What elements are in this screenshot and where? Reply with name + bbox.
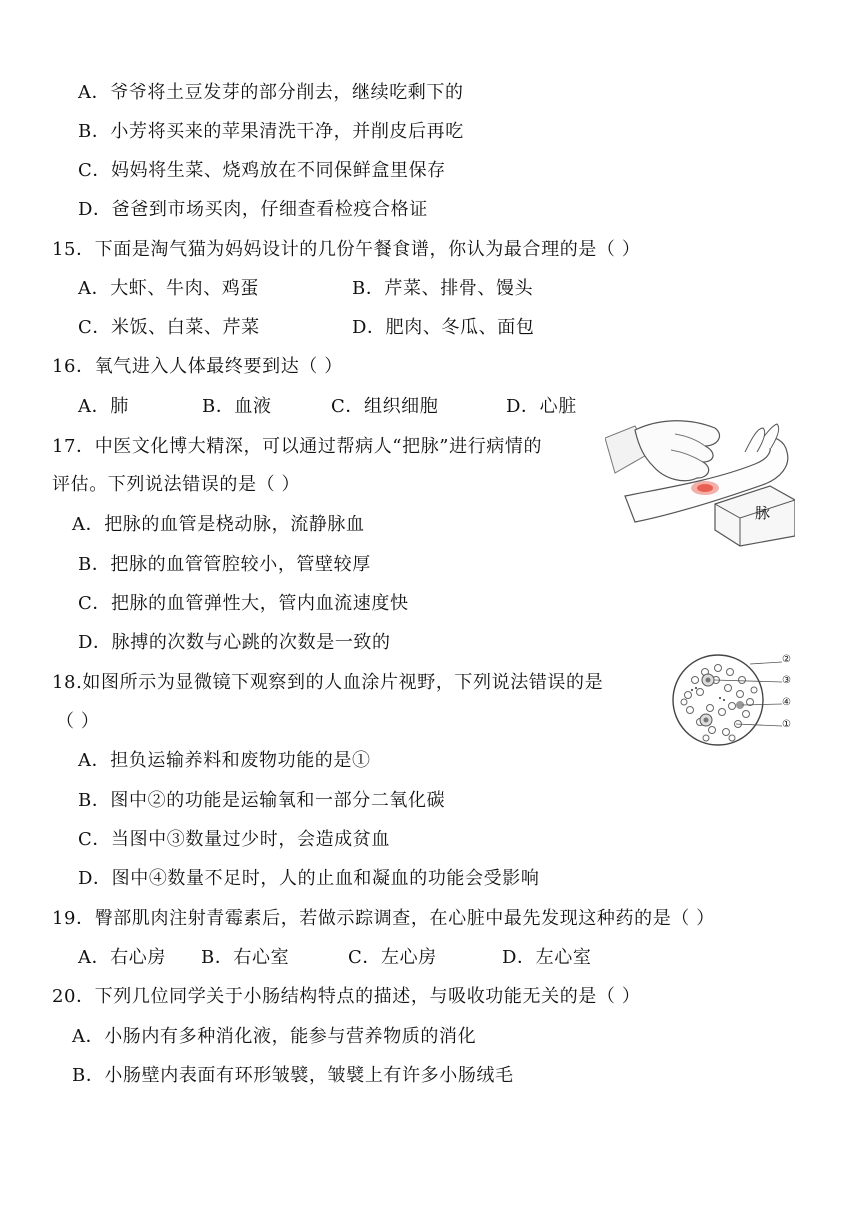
q20-option-a: A．小肠内有多种消化液，能参与营养物质的消化 (72, 1026, 477, 1047)
q20-stem: 20．下列几位同学关于小肠结构特点的描述，与吸收功能无关的是（ ） (52, 986, 641, 1007)
q14-option-d: D．爸爸到市场买肉，仔细查看检疫合格证 (78, 199, 428, 220)
q14-option-c: C．妈妈将生菜、烧鸡放在不同保鲜盒里保存 (78, 160, 446, 181)
pulse-figure-label: 脉 (755, 504, 771, 522)
q18-option-b: B．图中②的功能是运输氧和一部分二氧化碳 (78, 790, 446, 811)
q17-option-c: C．把脉的血管弹性大，管内血流速度快 (78, 593, 409, 614)
q16-option-a: A．肺 (78, 396, 129, 417)
q14-option-b: B．小芳将买来的苹果清洗干净，并削皮后再吃 (78, 121, 464, 142)
blood-label-3: ③ (782, 675, 791, 686)
blood-smear-figure (670, 650, 800, 750)
q15-option-a: A．大虾、牛肉、鸡蛋 (78, 278, 259, 299)
q18-option-a: A．担负运输养料和废物功能的是① (78, 750, 371, 771)
q19-option-d: D．左心室 (502, 947, 592, 968)
q16-option-b: B．血液 (202, 396, 272, 417)
q16-option-c: C．组织细胞 (331, 396, 439, 417)
pulse-taking-figure (605, 418, 795, 548)
q16-option-d: D．心脏 (506, 396, 577, 417)
q17-stem-line1: 17．中医文化博大精深，可以通过帮病人“把脉”进行病情的 (52, 436, 543, 457)
q19-option-c: C．左心房 (348, 947, 437, 968)
q15-option-c: C．米饭、白菜、芹菜 (78, 317, 260, 338)
q17-option-a: A．把脉的血管是桡动脉，流静脉血 (72, 514, 365, 535)
q19-option-b: B．右心室 (201, 947, 290, 968)
q19-stem: 19．臀部肌肉注射青霉素后，若做示踪调查，在心脏中最先发现这种药的是（ ） (52, 908, 715, 929)
q18-option-c: C．当图中③数量过少时，会造成贫血 (78, 829, 390, 850)
q16-stem: 16．氧气进入人体最终要到达（ ） (52, 356, 343, 377)
q15-stem: 15．下面是淘气猫为妈妈设计的几份午餐食谱，你认为最合理的是（ ） (52, 239, 641, 260)
q18-stem-line1: 18.如图所示为显微镜下观察到的人血涂片视野，下列说法错误的是 (52, 672, 604, 693)
blood-label-4: ④ (782, 697, 791, 708)
q14-option-a: A．爷爷将土豆发芽的部分削去，继续吃剩下的 (78, 82, 464, 103)
q18-option-d: D．图中④数量不足时，人的止血和凝血的功能会受影响 (78, 868, 540, 889)
blood-label-1: ① (782, 719, 791, 730)
q17-stem-line2: 评估。下列说法错误的是（ ） (52, 474, 301, 495)
q17-option-d: D．脉搏的次数与心跳的次数是一致的 (78, 632, 391, 653)
q19-option-a: A．右心房 (78, 947, 166, 968)
q15-option-b: B．芹菜、排骨、馒头 (352, 278, 534, 299)
q15-option-d: D．肥肉、冬瓜、面包 (352, 317, 535, 338)
q18-stem-line2: （ ） (56, 711, 100, 732)
blood-label-2: ② (782, 654, 791, 665)
q20-option-b: B．小肠壁内表面有环形皱襞，皱襞上有许多小肠绒毛 (72, 1065, 514, 1086)
q17-option-b: B．把脉的血管管腔较小，管壁较厚 (78, 554, 371, 575)
